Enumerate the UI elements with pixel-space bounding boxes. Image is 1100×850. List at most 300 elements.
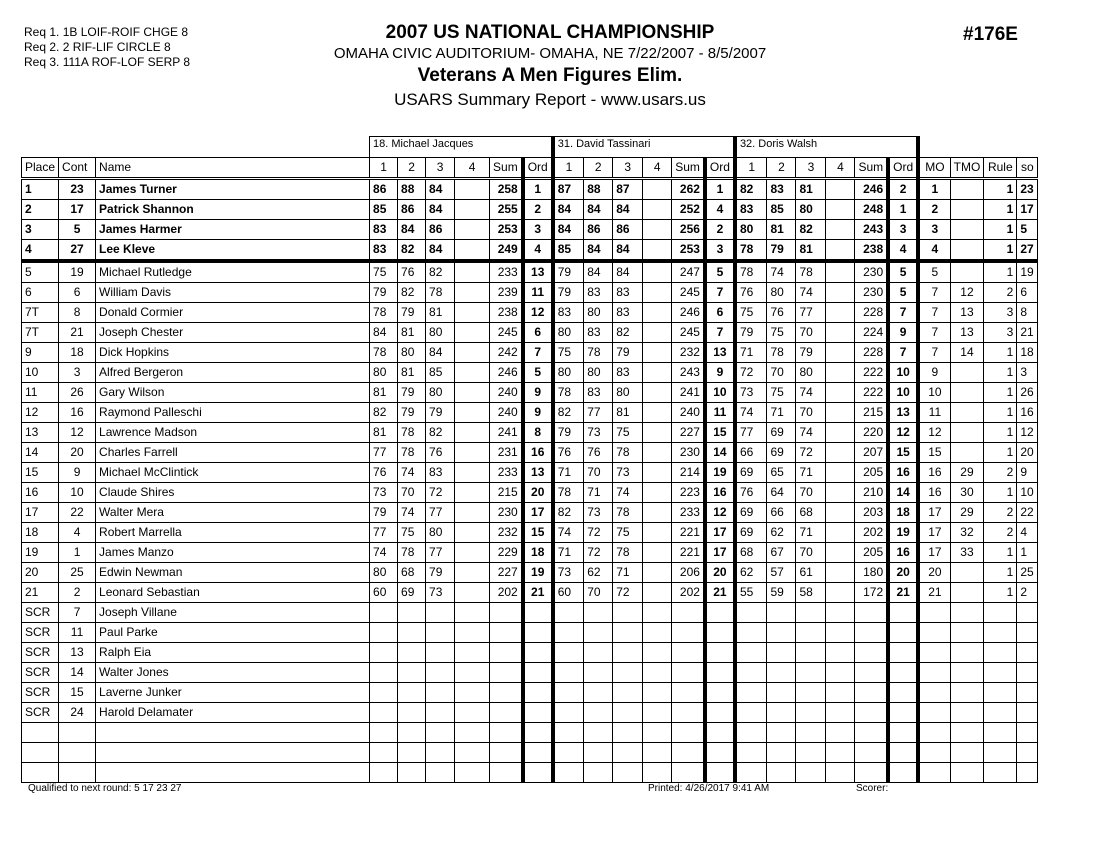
ordinal-cell: 15: [705, 423, 735, 443]
score-cell: 78: [613, 443, 643, 463]
judge-header-row: [22, 137, 1038, 158]
ordinal-cell: 11: [705, 403, 735, 423]
score-cell: 78: [370, 303, 398, 323]
score-cell: 82: [553, 403, 584, 423]
sum-cell: 231: [490, 443, 523, 463]
rule-cell: [984, 703, 1017, 723]
score-cell: 72: [584, 543, 613, 563]
score-cell: 76: [398, 261, 426, 283]
header-ord: Ord: [523, 158, 553, 179]
so-cell: [1017, 703, 1038, 723]
score-cell: [455, 603, 490, 623]
score-cell: 84: [398, 220, 426, 240]
name-cell: Robert Marrella: [96, 523, 370, 543]
name-cell: William Davis: [96, 283, 370, 303]
sum-cell: [490, 723, 523, 743]
score-cell: 80: [398, 343, 426, 363]
score-cell: 60: [553, 583, 584, 603]
score-cell: [370, 643, 398, 663]
score-cell: 84: [426, 200, 455, 220]
score-cell: [643, 303, 672, 323]
place-cell: [22, 763, 59, 783]
score-cell: 75: [767, 323, 796, 343]
ordinal-cell: 5: [888, 261, 918, 283]
header-s4: 4: [455, 158, 490, 179]
score-cell: 81: [613, 403, 643, 423]
rule-cell: 1: [984, 443, 1017, 463]
score-cell: [584, 683, 613, 703]
name-cell: Paul Parke: [96, 623, 370, 643]
ordinal-cell: 21: [523, 583, 553, 603]
so-cell: 12: [1017, 423, 1038, 443]
cont-cell: 9: [59, 463, 96, 483]
score-cell: [767, 643, 796, 663]
sum-cell: 245: [672, 283, 705, 303]
score-cell: 79: [398, 303, 426, 323]
ordinal-cell: 20: [523, 483, 553, 503]
judge-name: 32. Doris Walsh: [735, 137, 918, 158]
score-cell: [796, 683, 826, 703]
rule-cell: 1: [984, 403, 1017, 423]
tmo-cell: 12: [950, 283, 984, 303]
score-cell: [370, 723, 398, 743]
so-cell: 9: [1017, 463, 1038, 483]
place-cell: [22, 743, 59, 763]
score-cell: 82: [426, 423, 455, 443]
score-cell: 81: [370, 383, 398, 403]
requirements: [24, 25, 190, 70]
score-cell: [826, 323, 855, 343]
rule-cell: [984, 603, 1017, 623]
header-s4: 4: [826, 158, 855, 179]
score-cell: [826, 220, 855, 240]
score-cell: 78: [370, 343, 398, 363]
ordinal-cell: 16: [705, 483, 735, 503]
score-cell: 80: [553, 363, 584, 383]
score-cell: [398, 663, 426, 683]
score-cell: 76: [735, 283, 767, 303]
sum-cell: 203: [855, 503, 888, 523]
cont-cell: 8: [59, 303, 96, 323]
mo-cell: 17: [918, 543, 950, 563]
table-row: [22, 303, 1038, 323]
score-cell: 82: [426, 261, 455, 283]
sum-cell: 214: [672, 463, 705, 483]
sum-cell: 222: [855, 363, 888, 383]
score-cell: 75: [735, 303, 767, 323]
score-cell: 70: [796, 323, 826, 343]
ordinal-cell: 3: [705, 240, 735, 262]
table-row: [22, 443, 1038, 463]
score-cell: [426, 643, 455, 663]
judge-name: 18. Michael Jacques: [370, 137, 553, 158]
score-cell: 72: [426, 483, 455, 503]
ordinal-cell: [705, 763, 735, 783]
so-cell: 21: [1017, 323, 1038, 343]
sum-cell: 230: [855, 283, 888, 303]
tmo-cell: 13: [950, 323, 984, 343]
score-cell: 86: [398, 200, 426, 220]
score-cell: [735, 763, 767, 783]
score-cell: 77: [584, 403, 613, 423]
score-cell: [426, 663, 455, 683]
score-cell: [796, 603, 826, 623]
score-cell: 77: [370, 523, 398, 543]
rule-cell: 1: [984, 220, 1017, 240]
score-cell: 83: [735, 200, 767, 220]
place-cell: 17: [22, 503, 59, 523]
score-cell: [643, 343, 672, 363]
ordinal-cell: 20: [888, 563, 918, 583]
score-cell: [426, 623, 455, 643]
event-number: #176E: [963, 24, 1018, 45]
score-cell: [735, 703, 767, 723]
rule-cell: 1: [984, 423, 1017, 443]
sum-cell: 233: [672, 503, 705, 523]
name-cell: Michael Rutledge: [96, 261, 370, 283]
ordinal-cell: 6: [705, 303, 735, 323]
tmo-cell: [950, 663, 984, 683]
rule-cell: 1: [984, 261, 1017, 283]
rule-cell: 2: [984, 523, 1017, 543]
mo-cell: 21: [918, 583, 950, 603]
score-cell: [767, 723, 796, 743]
sum-cell: [672, 743, 705, 763]
mo-cell: [918, 643, 950, 663]
score-cell: 71: [613, 563, 643, 583]
table-row: [22, 543, 1038, 563]
header-s3: 3: [613, 158, 643, 179]
mo-cell: 16: [918, 483, 950, 503]
header-s3: 3: [796, 158, 826, 179]
score-cell: 78: [735, 240, 767, 262]
ordinal-cell: 9: [888, 323, 918, 343]
table-row: [22, 583, 1038, 603]
name-cell: Gary Wilson: [96, 383, 370, 403]
header-ord: Ord: [888, 158, 918, 179]
ordinal-cell: 3: [523, 220, 553, 240]
place-cell: 7T: [22, 303, 59, 323]
score-cell: [735, 723, 767, 743]
cont-cell: 15: [59, 683, 96, 703]
ordinal-cell: [523, 683, 553, 703]
header-s3: 3: [426, 158, 455, 179]
score-cell: [426, 743, 455, 763]
tmo-cell: [950, 603, 984, 623]
score-cell: [553, 643, 584, 663]
score-cell: [826, 363, 855, 383]
rule-cell: 1: [984, 200, 1017, 220]
mo-cell: 16: [918, 463, 950, 483]
sum-cell: [490, 683, 523, 703]
sum-cell: 205: [855, 463, 888, 483]
cont-cell: [59, 723, 96, 743]
score-cell: 76: [370, 463, 398, 483]
score-cell: 79: [370, 283, 398, 303]
score-cell: 82: [796, 220, 826, 240]
so-cell: [1017, 683, 1038, 703]
tmo-cell: 29: [950, 463, 984, 483]
score-cell: 68: [398, 563, 426, 583]
score-cell: 83: [426, 463, 455, 483]
report-subtitle: USARS Summary Report - www.usars.us: [394, 90, 706, 109]
table-row: [22, 200, 1038, 220]
score-cell: 79: [398, 383, 426, 403]
score-cell: 81: [398, 323, 426, 343]
place-cell: 19: [22, 543, 59, 563]
score-cell: 76: [767, 303, 796, 323]
ordinal-cell: 7: [888, 303, 918, 323]
score-cell: [455, 323, 490, 343]
score-cell: [613, 743, 643, 763]
mo-cell: 7: [918, 323, 950, 343]
score-cell: [826, 583, 855, 603]
score-cell: [796, 723, 826, 743]
score-cell: [643, 743, 672, 763]
ordinal-cell: 12: [705, 503, 735, 523]
name-cell: [96, 763, 370, 783]
score-cell: [613, 623, 643, 643]
score-cell: 79: [370, 503, 398, 523]
cont-cell: [59, 763, 96, 783]
score-cell: 87: [553, 179, 584, 200]
score-cell: [613, 603, 643, 623]
score-cell: 76: [584, 443, 613, 463]
score-cell: [455, 403, 490, 423]
score-cell: [398, 683, 426, 703]
sum-cell: [672, 683, 705, 703]
score-cell: [826, 463, 855, 483]
requirement-2: Req 2. 2 RIF-LIF CIRCLE 8: [24, 40, 171, 54]
tmo-cell: 29: [950, 503, 984, 523]
cont-cell: 16: [59, 403, 96, 423]
score-cell: [826, 523, 855, 543]
score-cell: 82: [398, 283, 426, 303]
rule-cell: [984, 623, 1017, 643]
score-cell: [826, 703, 855, 723]
mo-cell: [918, 743, 950, 763]
tmo-cell: [950, 240, 984, 262]
sum-cell: 227: [490, 563, 523, 583]
table-row: [22, 703, 1038, 723]
score-cell: 84: [584, 261, 613, 283]
ordinal-cell: 15: [523, 523, 553, 543]
score-cell: 72: [735, 363, 767, 383]
so-cell: [1017, 603, 1038, 623]
score-cell: 81: [398, 363, 426, 383]
sum-cell: 205: [855, 543, 888, 563]
sum-cell: 245: [490, 323, 523, 343]
score-cell: 73: [613, 463, 643, 483]
sum-cell: 233: [490, 261, 523, 283]
rule-cell: 1: [984, 563, 1017, 583]
score-cell: 83: [584, 383, 613, 403]
score-cell: 78: [426, 283, 455, 303]
place-cell: 5: [22, 261, 59, 283]
mo-cell: [918, 683, 950, 703]
score-cell: [455, 503, 490, 523]
score-cell: [455, 683, 490, 703]
so-cell: 5: [1017, 220, 1038, 240]
sum-cell: 240: [672, 403, 705, 423]
place-cell: 16: [22, 483, 59, 503]
score-cell: [370, 743, 398, 763]
ordinal-cell: 12: [523, 303, 553, 323]
score-cell: 83: [553, 303, 584, 323]
score-cell: 85: [767, 200, 796, 220]
score-cell: 84: [613, 240, 643, 262]
sum-cell: 246: [855, 179, 888, 200]
score-cell: [584, 763, 613, 783]
score-cell: [370, 683, 398, 703]
sum-cell: [490, 643, 523, 663]
rule-cell: 2: [984, 463, 1017, 483]
score-cell: [643, 763, 672, 783]
score-cell: 70: [584, 463, 613, 483]
sum-cell: [672, 663, 705, 683]
ordinal-cell: [705, 623, 735, 643]
sum-cell: 227: [672, 423, 705, 443]
score-cell: 88: [584, 179, 613, 200]
score-cell: 83: [613, 303, 643, 323]
so-cell: 8: [1017, 303, 1038, 323]
score-cell: [455, 200, 490, 220]
score-cell: [455, 723, 490, 743]
ordinal-cell: 9: [705, 363, 735, 383]
score-cell: [398, 763, 426, 783]
score-cell: [455, 483, 490, 503]
score-cell: [455, 643, 490, 663]
sum-cell: 239: [490, 283, 523, 303]
sum-cell: [672, 703, 705, 723]
score-cell: [553, 603, 584, 623]
score-cell: 78: [613, 543, 643, 563]
name-cell: Patrick Shannon: [96, 200, 370, 220]
ordinal-cell: 5: [705, 261, 735, 283]
score-cell: [643, 703, 672, 723]
ordinal-cell: [888, 723, 918, 743]
sum-cell: 256: [672, 220, 705, 240]
score-cell: [796, 623, 826, 643]
place-cell: 12: [22, 403, 59, 423]
score-cell: [455, 343, 490, 363]
table-row: [22, 220, 1038, 240]
score-cell: 76: [553, 443, 584, 463]
score-cell: 66: [767, 503, 796, 523]
score-cell: 79: [553, 283, 584, 303]
cont-cell: 21: [59, 323, 96, 343]
score-cell: 78: [796, 261, 826, 283]
score-cell: 75: [398, 523, 426, 543]
score-cell: [398, 623, 426, 643]
score-cell: [826, 240, 855, 262]
ordinal-cell: [523, 603, 553, 623]
score-cell: 83: [370, 220, 398, 240]
score-cell: [584, 743, 613, 763]
sum-cell: [855, 663, 888, 683]
score-cell: [767, 663, 796, 683]
score-cell: 79: [426, 563, 455, 583]
name-cell: James Manzo: [96, 543, 370, 563]
ordinal-cell: 13: [523, 463, 553, 483]
cont-cell: 20: [59, 443, 96, 463]
name-cell: Walter Mera: [96, 503, 370, 523]
place-cell: 11: [22, 383, 59, 403]
score-cell: 79: [426, 403, 455, 423]
mo-cell: 1: [918, 179, 950, 200]
tmo-cell: [950, 623, 984, 643]
so-cell: 26: [1017, 383, 1038, 403]
score-cell: [643, 383, 672, 403]
score-cell: 70: [796, 543, 826, 563]
so-cell: 16: [1017, 403, 1038, 423]
cont-cell: 24: [59, 703, 96, 723]
sum-cell: 232: [672, 343, 705, 363]
score-cell: 82: [398, 240, 426, 262]
score-cell: [455, 523, 490, 543]
score-cell: [455, 240, 490, 262]
tmo-cell: 32: [950, 523, 984, 543]
table-row: [22, 323, 1038, 343]
place-cell: 4: [22, 240, 59, 262]
sum-cell: 228: [855, 343, 888, 363]
score-cell: 82: [370, 403, 398, 423]
score-cell: [826, 723, 855, 743]
ordinal-cell: 5: [888, 283, 918, 303]
score-cell: 87: [613, 179, 643, 200]
score-cell: [455, 383, 490, 403]
header-cont: Cont: [59, 158, 96, 179]
so-cell: 19: [1017, 261, 1038, 283]
score-cell: 70: [584, 583, 613, 603]
sum-cell: 202: [672, 583, 705, 603]
mo-cell: 7: [918, 343, 950, 363]
ordinal-cell: [888, 743, 918, 763]
so-cell: [1017, 743, 1038, 763]
mo-cell: 7: [918, 283, 950, 303]
ordinal-cell: [523, 643, 553, 663]
cont-cell: 19: [59, 261, 96, 283]
score-cell: 70: [398, 483, 426, 503]
ordinal-cell: 2: [888, 179, 918, 200]
score-cell: 84: [370, 323, 398, 343]
score-cell: [826, 303, 855, 323]
score-cell: [398, 603, 426, 623]
score-cell: [643, 643, 672, 663]
qualified-text: Qualified to next round: 5 17 23 27: [28, 783, 182, 794]
sum-cell: 258: [490, 179, 523, 200]
ordinal-cell: [523, 743, 553, 763]
rule-cell: [984, 683, 1017, 703]
table-row: [22, 240, 1038, 262]
table-row: [22, 623, 1038, 643]
sum-cell: 241: [672, 383, 705, 403]
score-cell: 84: [426, 240, 455, 262]
cont-cell: 22: [59, 503, 96, 523]
score-cell: [826, 743, 855, 763]
ordinal-cell: 16: [888, 463, 918, 483]
so-cell: 3: [1017, 363, 1038, 383]
score-cell: 74: [796, 283, 826, 303]
sum-cell: 224: [855, 323, 888, 343]
score-cell: 67: [767, 543, 796, 563]
results-table: [21, 136, 1038, 783]
sum-cell: [490, 663, 523, 683]
score-cell: [643, 683, 672, 703]
score-cell: [584, 723, 613, 743]
name-cell: Lawrence Madson: [96, 423, 370, 443]
sum-cell: [672, 723, 705, 743]
